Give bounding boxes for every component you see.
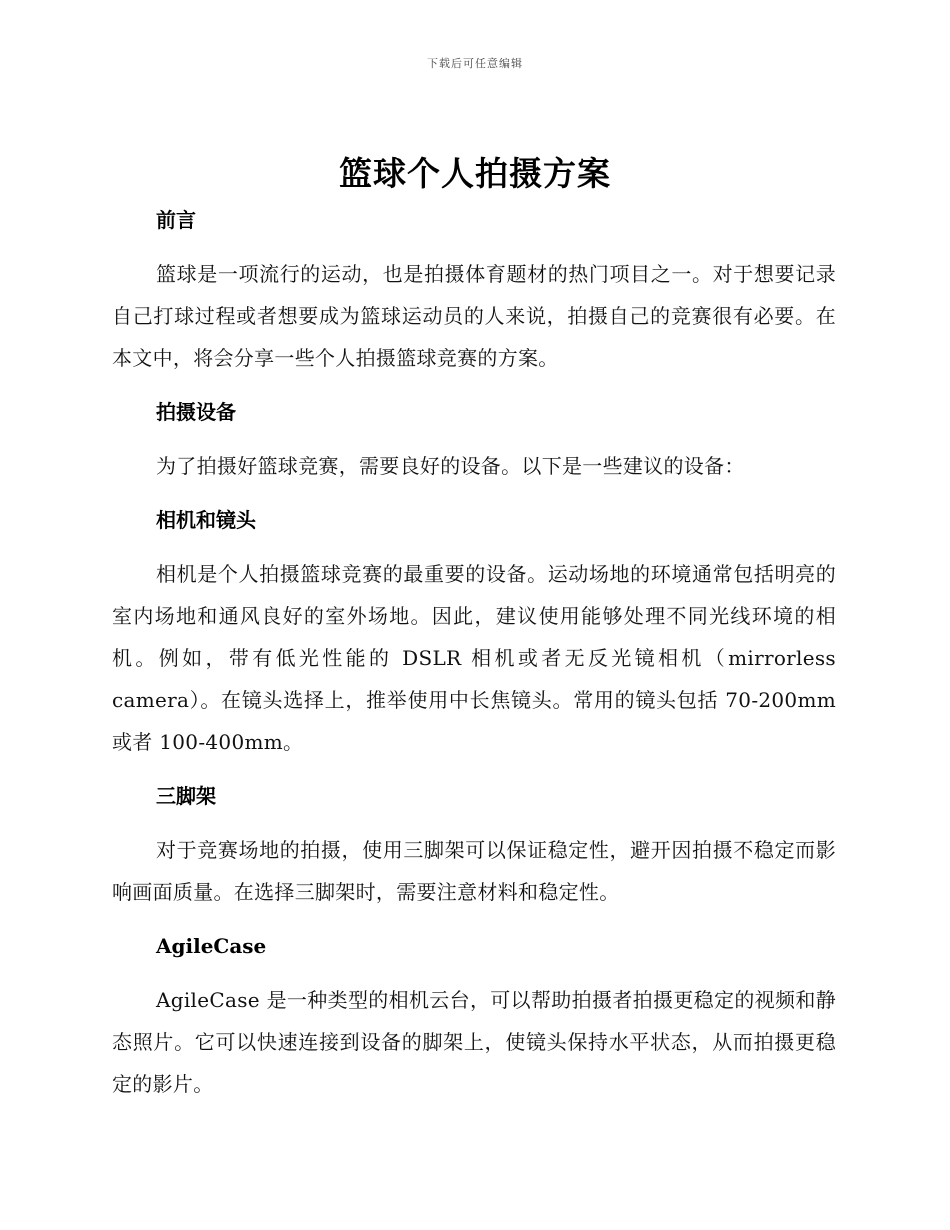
section-paragraph-tripod: 对于竞赛场地的拍摄，使用三脚架可以保证稳定性，避开因拍摄不稳定而影响画面质量。在选择三脚架时，需要注意材料和稳定性。 — [112, 838, 836, 904]
section-heading-agilecase: AgileCase — [156, 934, 267, 958]
section-heading-equipment: 拍摄设备 — [156, 400, 236, 424]
section-heading-tripod: 三脚架 — [156, 784, 216, 808]
document-body — [112, 199, 836, 1117]
header-note: 下载后可任意编辑 — [427, 57, 523, 70]
section-paragraph-camera-lens: 相机是个人拍摄篮球竞赛的最重要的设备。运动场地的环境通常包括明亮的室内场地和通风良好的室外场地。因此，建议使用能够处理不同光线环境的相机。例如，带有低光性能的 DSLR 相机或者无反光镜相机（mirrorless camera）。在镜头选择上，推举使用中长焦镜头。常用的镜头包括 70-200mm 或者 100-400mm。 — [112, 562, 836, 754]
section-heading-camera-lens: 相机和镜头 — [156, 508, 256, 532]
section-paragraph-equipment: 为了拍摄好篮球竞赛，需要良好的设备。以下是一些建议的设备： — [156, 454, 745, 478]
section-heading-preface: 前言 — [156, 208, 196, 232]
section-paragraph-preface: 篮球是一项流行的运动，也是拍摄体育题材的热门项目之一。对于想要记录自己打球过程或者想要成为篮球运动员的人来说，拍摄自己的竞赛很有必要。在本文中，将会分享一些个人拍摄篮球竞赛的方案。 — [112, 262, 836, 370]
section-paragraph-agilecase: AgileCase 是一种类型的相机云台，可以帮助拍摄者拍摄更稳定的视频和静态照片。它可以快速连接到设备的脚架上，使镜头保持水平状态，从而拍摄更稳定的影片。 — [112, 988, 836, 1096]
document-title: 篮球个人拍摄方案 — [339, 154, 611, 193]
